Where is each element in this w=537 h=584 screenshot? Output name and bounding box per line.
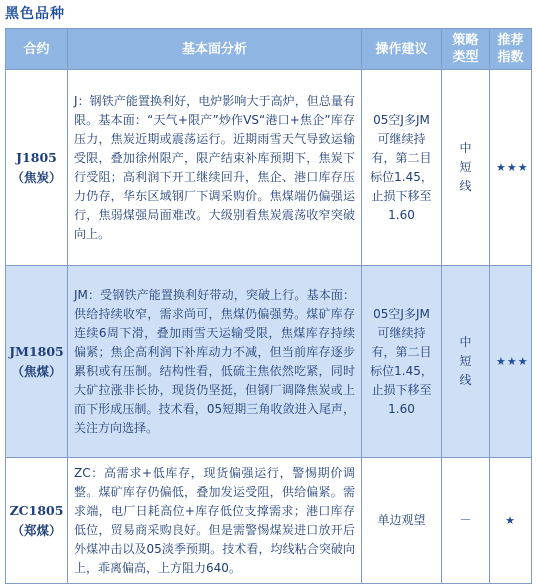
contract-name: （焦煤） bbox=[11, 363, 62, 379]
contract-cell bbox=[6, 458, 68, 584]
page-title: 黑色品种 bbox=[5, 6, 65, 22]
analysis-cell: JM：受钢铁产能置换利好带动，突破上行。基本面：供给持续收窄，需求尚可，焦煤仍偏强势。煤矿库存连续6周下滑，叠加雨雪天运输受限，焦煤库存持续偏紧；焦企高利润下补库动力不减，但当前库存逐步累积或有压制。结构性看，低硫主焦依然吃紧，同时大矿拉涨非长协，现货仍坚挺，但钢厂调降焦炭或上而下形成压制。技术看，05短期三角收敛进入尾声，关注方向选择。 bbox=[68, 266, 362, 458]
header-analysis: 基本面分析 bbox=[68, 29, 362, 70]
rating-stars: ★★★ bbox=[496, 354, 529, 368]
advice-cell: 05空J多JM可继续持有，第二目标位1.45，止损下移至1.60 bbox=[362, 70, 442, 266]
rating-cell bbox=[490, 266, 532, 458]
header-rating bbox=[490, 29, 532, 70]
strategy-cell: 中短线 bbox=[442, 70, 490, 266]
header-strategy-line2: 类型 bbox=[452, 50, 479, 65]
table-row bbox=[6, 458, 532, 584]
rating-cell bbox=[490, 458, 532, 584]
contract-cell bbox=[6, 266, 68, 458]
analysis-cell: ZC：高需求+低库存，现货偏强运行，警惕期价调整。煤矿库存仍偏低，叠加发运受阻，供给偏紧。需求端，电厂日耗高位+库存低位支撑需求；港口库存低位，贸易商采购良好。但是需警惕煤炭进口放开后外煤冲击以及05淡季预期。技术看，均线粘合突破向上，乖离偏高，上方阻力640。 bbox=[68, 458, 362, 584]
header-strategy bbox=[442, 29, 490, 70]
table-header-row bbox=[6, 29, 532, 70]
header-contract: 合约 bbox=[6, 29, 68, 70]
analysis-cell: J：钢铁产能置换利好，电炉影响大于高炉，但总量有限。基本面：“天气+限产”炒作VS“港口+焦企”库存压力，焦炭近期或震荡运行。近期雨雪天气导致运输受限，叠加徐州限产，限产结束补库预期下，焦炭下行受阻；高利润下开工继续回升，焦企、港口库存压力仍存，华东区域钢厂下调采购价。焦煤端仍偏强运行，焦弱煤强局面难改。大级别看焦炭震荡收窄突破向上。 bbox=[68, 70, 362, 266]
header-rating-line2: 指数 bbox=[497, 50, 524, 65]
contract-code: J1805 bbox=[16, 149, 57, 165]
header-strategy-line1: 策略 bbox=[452, 33, 479, 48]
strategy-cell: － bbox=[442, 458, 490, 584]
header-rating-line1: 推荐 bbox=[497, 33, 524, 48]
contract-name: （焦炭） bbox=[11, 169, 62, 185]
header-advice: 操作建议 bbox=[362, 29, 442, 70]
rating-stars: ★ bbox=[505, 513, 516, 527]
rating-stars: ★★★ bbox=[496, 160, 529, 174]
advice-cell: 单边观望 bbox=[362, 458, 442, 584]
table-row bbox=[6, 70, 532, 266]
contract-cell bbox=[6, 70, 68, 266]
recommendation-table bbox=[5, 28, 532, 584]
strategy-cell: 中短线 bbox=[442, 266, 490, 458]
rating-cell bbox=[490, 70, 532, 266]
contract-code: JM1805 bbox=[9, 343, 64, 359]
advice-cell: 05空J多JM可继续持有，第二目标位1.45，止损下移至1.60 bbox=[362, 266, 442, 458]
contract-code: ZC1805 bbox=[9, 502, 64, 518]
table-row bbox=[6, 266, 532, 458]
contract-name: （郑煤） bbox=[11, 522, 62, 538]
